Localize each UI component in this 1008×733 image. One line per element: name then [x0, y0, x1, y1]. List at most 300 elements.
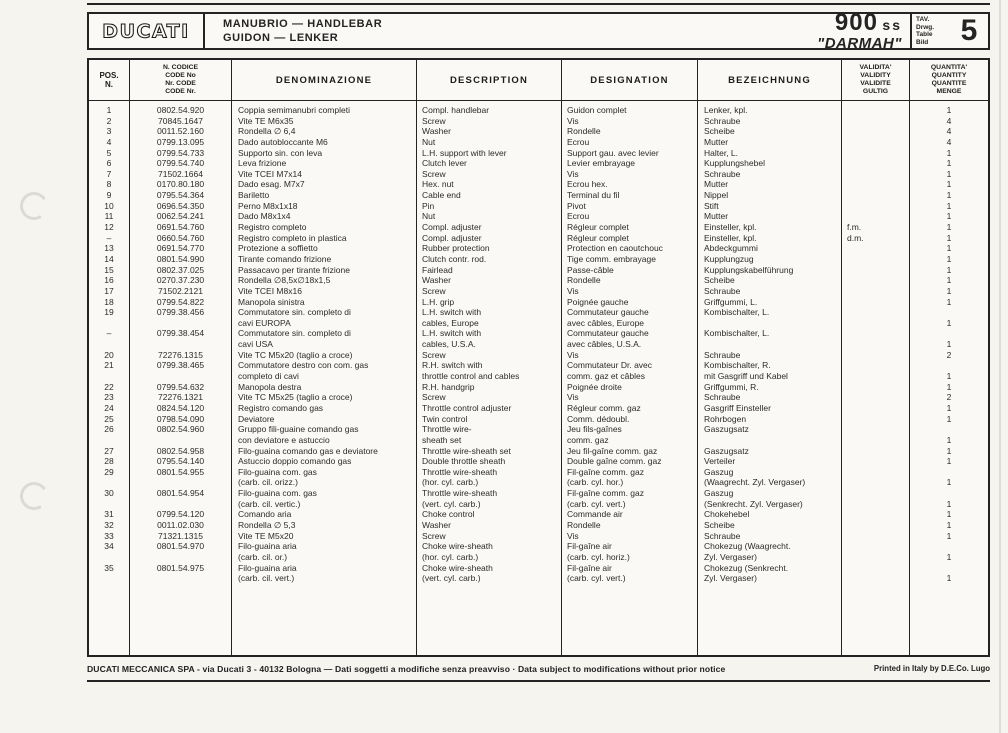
val-cell: [842, 350, 909, 361]
pos-cell: 17: [104, 285, 114, 296]
desc-cell: Clutch contr. rod.: [422, 253, 487, 264]
header-code-line: Nr. CODE: [165, 80, 196, 87]
den-cell: Supporto sin. con leva: [238, 147, 323, 158]
code-cell: 72276.1315: [158, 349, 203, 360]
table-number: 5: [960, 14, 978, 47]
code-cell: 0799.38.465: [156, 360, 205, 371]
desc-cell: (vert. cyl. carb.): [422, 498, 481, 509]
desc-cell: Cable end: [422, 190, 461, 201]
pos-cell: 26: [104, 424, 114, 435]
desig-cell: avec câbles, Europe: [567, 317, 645, 328]
val-cell: [842, 328, 909, 339]
qty-cell: 1: [946, 519, 952, 530]
code-cell: 70845.1647: [158, 115, 203, 126]
code-cell: 0798.54.090: [156, 413, 205, 424]
code-cell: 0802.54.960: [156, 424, 205, 435]
pos-cell: 29: [104, 466, 114, 477]
bez-cell: Schraube: [704, 392, 741, 403]
code-cell: 0801.54.975: [156, 562, 205, 573]
desc-cell: sheath set: [422, 434, 462, 445]
val-cell: [842, 158, 909, 169]
desig-cell: Commutateur gauche: [567, 328, 649, 339]
code-cell: 71502.1664: [158, 168, 203, 179]
code-cell: 0011.52.160: [157, 126, 204, 137]
code-cell: 0691.54.760: [156, 222, 205, 233]
code-cell: 0802.37.025: [156, 264, 205, 275]
header-denominazione: DENOMINAZIONE: [232, 60, 417, 100]
footer-note: DUCATI MECCANICA SPA - via Ducati 3 - 40132 Bologna — Dati soggetti a modifiche senza preavviso · Data subject to modifications without prior notice: [87, 664, 726, 674]
qty-cell: 1: [946, 509, 952, 520]
val-cell: [842, 499, 909, 510]
den-cell: Vite TE M5x20: [238, 530, 294, 541]
desc-cell: (hor. cyl. carb.): [422, 477, 479, 488]
header-validity-line: GULTIG: [862, 88, 889, 95]
bez-cell: (Senkrecht. Zyl. Vergaser): [704, 498, 803, 509]
bez-cell: Kombischalter, R.: [704, 360, 771, 371]
bez-cell: Scheibe: [704, 275, 735, 286]
val-cell: [842, 254, 909, 265]
code-cell: 0795.54.140: [156, 456, 205, 467]
ducati-logo: [89, 14, 205, 48]
den-cell: con deviatore e astuccio: [238, 434, 330, 445]
desig-cell: comm. gaz: [567, 434, 609, 445]
qty-cell: 1: [946, 456, 952, 467]
header-bezeichnung: BEZEICHNUNG: [698, 60, 842, 100]
pos-cell: 2: [106, 115, 112, 126]
pos-cell: 30: [104, 488, 114, 499]
desig-cell: Support gau. avec levier: [567, 147, 659, 158]
den-cell: Tirante comando frizione: [238, 253, 332, 264]
desig-cell: Poignée droite: [567, 381, 622, 392]
bez-cell: Mutter: [704, 179, 729, 190]
desig-cell: (carb. cyl. horiz.): [567, 551, 630, 562]
qty-cell: 1: [946, 264, 952, 275]
desig-cell: (carb. cyl. hor.): [567, 477, 624, 488]
desc-cell: Nut: [422, 136, 436, 147]
desig-cell: Passe-câble: [567, 264, 614, 275]
pos-cell: 8: [106, 179, 112, 190]
desig-cell: Jeu fil-gaîne comm. gaz: [567, 445, 658, 456]
code-cell: 0270.37.230: [156, 275, 205, 286]
code-cell: [130, 499, 231, 510]
qty-cell: 1: [946, 179, 952, 190]
bez-cell: Scheibe: [704, 519, 735, 530]
bez-cell: Schraube: [704, 115, 741, 126]
model-suffix: ss: [882, 17, 902, 33]
pos-cell: 18: [104, 296, 114, 307]
desig-cell: Ecrou: [567, 136, 590, 147]
bez-cell: Lenker, kpl.: [704, 105, 748, 115]
desc-cell: L.H. switch with: [422, 307, 482, 318]
qty-cell: [910, 360, 988, 371]
val-cell: [842, 169, 909, 180]
den-cell: Registro comando gas: [238, 402, 324, 413]
val-cell: [842, 414, 909, 425]
header-pos-line: POS.: [99, 71, 119, 80]
bez-cell: Halter, L.: [704, 147, 739, 158]
val-cell: [842, 211, 909, 222]
header-validity: [842, 60, 910, 100]
den-cell: Vite TCEI M8x16: [238, 285, 302, 296]
qty-cell: 1: [946, 253, 952, 264]
desc-cell: Screw: [422, 530, 446, 541]
val-cell: [842, 179, 909, 190]
qty-cell: 1: [946, 147, 952, 158]
header-pos-line: N.: [105, 80, 113, 89]
den-cell: Coppia semimanubri completi: [238, 105, 350, 115]
den-cell: completo di cavi: [238, 371, 299, 382]
pos-cell: [89, 477, 129, 488]
den-cell: Deviatore: [238, 413, 275, 424]
bez-cell: Kupplungzug: [704, 253, 754, 264]
pos-cell: 31: [104, 509, 114, 520]
den-cell: Dado autobloccante M6: [238, 136, 328, 147]
desc-cell: Clutch lever: [422, 158, 467, 169]
qty-cell: 1: [946, 402, 952, 413]
den-cell: Registro completo in plastica: [238, 232, 347, 243]
pos-cell: 20: [104, 349, 114, 360]
desig-cell: Régleur comm. gaz: [567, 402, 641, 413]
table-header: [89, 60, 988, 101]
den-cell: Commutatore sin. completo di: [238, 328, 351, 339]
den-cell: Gruppo fili-guaine comando gas: [238, 424, 359, 435]
binder-hole-bottom: [17, 479, 50, 512]
desc-cell: Choke wire-sheath: [422, 541, 493, 552]
desig-cell: (carb. cyl. vert.): [567, 573, 626, 584]
den-cell: Rondella ∅8,5x∅18x1,5: [238, 275, 331, 286]
pos-cell: –: [106, 232, 112, 243]
desig-cell: comm. gaz et câbles: [567, 371, 645, 382]
pos-cell: 19: [104, 307, 114, 318]
den-cell: Registro completo: [238, 222, 307, 233]
desig-cell: Poignée gauche: [567, 296, 629, 307]
desc-cell: L.H. support with lever: [422, 147, 507, 158]
den-cell: Dado M8x1x4: [238, 211, 291, 222]
desc-cell: Choke control: [422, 509, 475, 520]
code-cell: [130, 339, 231, 350]
val-cell: [842, 488, 909, 499]
val-cell: [842, 563, 909, 574]
code-cell: 0802.54.920: [156, 105, 205, 115]
bez-cell: Mutter: [704, 211, 729, 222]
code-cell: 0170.80.180: [156, 179, 205, 190]
desc-cell: (vert. cyl. carb.): [422, 573, 481, 584]
page-title: [205, 17, 382, 45]
qty-cell: 2: [946, 349, 952, 360]
bez-cell: Chokezug (Senkrecht.: [704, 562, 789, 573]
val-cell: [842, 435, 909, 446]
bez-cell: Chokezug (Waagrecht.: [704, 541, 791, 552]
bez-cell: Einsteller, kpl.: [704, 232, 757, 243]
desig-cell: Rondelle: [567, 275, 601, 286]
den-cell: Vite TC M5x25 (taglio a croce): [238, 392, 353, 403]
desc-cell: cables, U.S.A.: [422, 339, 476, 350]
header-code-line: CODE Nr.: [165, 88, 196, 95]
bez-cell: Schraube: [704, 285, 741, 296]
den-cell: Filo-guaina comando gas e deviatore: [238, 445, 378, 456]
qty-cell: 1: [946, 275, 952, 286]
val-cell: [842, 371, 909, 382]
code-cell: 0801.54.954: [156, 488, 205, 499]
header-code-line: CODE No: [165, 72, 196, 79]
den-cell: Passacavo per tirante frizione: [238, 264, 350, 275]
den-cell: Commutatore sin. completo di: [238, 307, 351, 318]
desc-cell: throttle control and cables: [422, 371, 520, 382]
header-code-line: N. CODICE: [162, 64, 199, 71]
desc-cell: Throttle wire-sheath: [422, 466, 498, 477]
binder-hole-top: [17, 189, 50, 222]
desig-cell: Tige comm. embrayage: [567, 253, 656, 264]
qty-cell: 1: [946, 168, 952, 179]
den-cell: Bariletto: [238, 190, 270, 201]
pos-cell: 28: [104, 456, 114, 467]
bez-cell: Gaszug: [704, 466, 734, 477]
code-cell: 72276.1321: [158, 392, 203, 403]
model-name: [817, 11, 910, 51]
bez-cell: Chokehebel: [704, 509, 750, 520]
code-cell: [130, 435, 231, 446]
val-cell: [842, 126, 909, 137]
desc-cell: R.H. switch with: [422, 360, 483, 371]
val-cell: [842, 243, 909, 254]
pos-cell: 13: [104, 243, 114, 254]
den-cell: Vite TE M6x35: [238, 115, 294, 126]
column-den: [232, 101, 417, 655]
pos-cell: 14: [104, 253, 114, 264]
pos-cell: 24: [104, 402, 114, 413]
bez-cell: Scheibe: [704, 126, 735, 137]
header-quantity-line: QUANTITA': [930, 64, 968, 71]
desc-cell: Twin control: [422, 413, 468, 424]
qty-cell: [910, 563, 988, 574]
page-title-line1: MANUBRIO — HANDLEBAR: [223, 18, 383, 30]
bottom-rule: [87, 680, 990, 682]
pos-cell: [89, 339, 129, 350]
desig-cell: Levier embrayage: [567, 158, 636, 169]
den-cell: Comando aria: [238, 509, 292, 520]
qty-cell: [910, 424, 988, 435]
qty-cell: 1: [946, 200, 952, 211]
desc-cell: Throttle wire-: [422, 424, 472, 435]
val-cell: [842, 424, 909, 435]
model-variant: "DARMAH": [817, 35, 902, 52]
den-cell: Filo-guaina aria: [238, 541, 297, 552]
column-code: [130, 101, 232, 655]
bez-cell: Kombischalter, L.: [704, 328, 770, 339]
bez-cell: Kupplungskabelführung: [704, 264, 794, 275]
desig-cell: Vis: [567, 285, 579, 296]
pos-cell: 6: [106, 158, 112, 169]
bez-cell: Verteiler: [704, 456, 736, 467]
desig-cell: Fil-gaîne air: [567, 541, 612, 552]
desig-cell: Ecrou hex.: [567, 179, 608, 190]
column-val: [842, 101, 910, 655]
bez-cell: Gaszugsatz: [704, 445, 749, 456]
desc-cell: Nut: [422, 211, 436, 222]
bez-cell: Zyl. Vergaser): [704, 551, 757, 562]
val-cell: [842, 297, 909, 308]
pos-cell: 4: [106, 136, 112, 147]
qty-cell: 1: [946, 339, 952, 350]
val-cell: [842, 307, 909, 318]
pos-cell: 23: [104, 392, 114, 403]
val-cell: [842, 339, 909, 350]
bez-cell: Gaszug: [704, 488, 734, 499]
desc-cell: L.H. switch with: [422, 328, 482, 339]
desc-cell: Rubber protection: [422, 243, 490, 254]
desc-cell: Compl. adjuster: [422, 232, 482, 243]
pos-cell: 25: [104, 413, 114, 424]
code-cell: 71321.1315: [158, 530, 203, 541]
footer: [87, 664, 990, 674]
desc-cell: cables, Europe: [422, 317, 479, 328]
den-cell: (carb. cil. orizz.): [238, 477, 298, 488]
desig-cell: Vis: [567, 349, 579, 360]
bez-cell: Stift: [704, 200, 719, 211]
desig-cell: Vis: [567, 168, 579, 179]
bez-cell: Gasgriff Einsteller: [704, 402, 771, 413]
tav-label-it: TAV.: [916, 16, 930, 23]
val-cell: [842, 382, 909, 393]
desc-cell: (hor. cyl. carb.): [422, 551, 479, 562]
desc-cell: Screw: [422, 285, 446, 296]
code-cell: 0799.54.632: [156, 381, 205, 392]
desig-cell: Guidon complet: [567, 105, 627, 115]
pos-cell: [89, 371, 129, 382]
bez-cell: Gaszugsatz: [704, 424, 749, 435]
qty-cell: 1: [946, 381, 952, 392]
code-cell: 0795.54.364: [156, 190, 205, 201]
column-qty: [910, 101, 988, 655]
val-cell: [842, 456, 909, 467]
den-cell: Vite TC M5x20 (taglio a croce): [238, 349, 353, 360]
code-cell: [130, 318, 231, 329]
desig-cell: Pivot: [567, 200, 586, 211]
den-cell: Filo-guaina com. gas: [238, 488, 317, 499]
pos-cell: 7: [106, 168, 112, 179]
val-cell: [842, 509, 909, 520]
val-cell: [842, 573, 909, 584]
val-cell: [842, 477, 909, 488]
val-cell: [842, 446, 909, 457]
val-cell: [842, 105, 909, 116]
desig-cell: Comm. dédoubl.: [567, 413, 630, 424]
header-pos: [89, 60, 130, 100]
code-cell: 0799.54.740: [156, 158, 205, 169]
pos-cell: 16: [104, 275, 114, 286]
val-cell: [842, 318, 909, 329]
desig-cell: Rondelle: [567, 126, 601, 137]
desig-cell: Jeu fils-gaînes: [567, 424, 622, 435]
code-cell: 0799.54.822: [156, 296, 205, 307]
bez-cell: Rohrbogen: [704, 413, 747, 424]
den-cell: Manopola sinistra: [238, 296, 305, 307]
bez-cell: [698, 435, 841, 446]
table-body: [89, 101, 988, 655]
pos-cell: 22: [104, 381, 114, 392]
pos-cell: –: [106, 328, 112, 339]
desig-cell: Protection en caoutchouc: [567, 243, 663, 254]
header-quantity-line: QUANTITE: [931, 80, 967, 87]
desig-cell: Rondelle: [567, 519, 601, 530]
den-cell: Filo-guaina aria: [238, 562, 297, 573]
desc-cell: Washer: [422, 519, 451, 530]
val-cell: [842, 541, 909, 552]
qty-cell: 4: [946, 126, 952, 137]
desc-cell: Throttle wire-sheath set: [422, 445, 511, 456]
pos-cell: [89, 499, 129, 510]
qty-cell: 2: [946, 392, 952, 403]
den-cell: cavi EUROPA: [238, 317, 291, 328]
header-quantity-line: MENGE: [936, 88, 962, 95]
qty-cell: 1: [946, 243, 952, 254]
den-cell: Vite TCEI M7x14: [238, 168, 302, 179]
desig-cell: Commande air: [567, 509, 623, 520]
code-cell: 0801.54.990: [156, 253, 205, 264]
pos-cell: 34: [104, 541, 114, 552]
header-designation: DESIGNATION: [562, 60, 698, 100]
desc-cell: Compl. handlebar: [422, 105, 490, 115]
pos-cell: 3: [106, 126, 112, 137]
qty-cell: 1: [946, 296, 952, 307]
val-cell: [842, 392, 909, 403]
qty-cell: 1: [946, 105, 952, 115]
desig-cell: Ecrou: [567, 211, 590, 222]
desc-cell: Screw: [422, 392, 446, 403]
desc-cell: Double throttle sheath: [422, 456, 506, 467]
code-cell: 0824.54.120: [156, 402, 205, 413]
code-cell: 0660.54.760: [156, 232, 205, 243]
ducati-logo-text: DUCATI: [102, 20, 190, 43]
bez-cell: Schraube: [704, 168, 741, 179]
header-description: DESCRIPTION: [417, 60, 562, 100]
header-quantity: [910, 60, 988, 100]
val-cell: [842, 552, 909, 563]
desc-cell: Throttle control adjuster: [422, 402, 512, 413]
qty-cell: 1: [946, 371, 952, 382]
parts-table: [87, 58, 990, 657]
desc-cell: Washer: [422, 126, 451, 137]
printer-note: Printed in Italy by D.E.Co. Lugo: [873, 664, 990, 673]
header-quantity-line: QUANTITY: [931, 72, 967, 79]
bez-cell: (Waagrecht. Zyl. Vergaser): [704, 477, 806, 488]
desig-cell: Fil-gaîne comm. gaz: [567, 466, 644, 477]
val-cell: f.m.: [847, 222, 862, 233]
bez-cell: Kupplungshebel: [704, 158, 765, 169]
desig-cell: Commutateur gauche: [567, 307, 649, 318]
desc-cell: Screw: [422, 115, 446, 126]
pos-cell: [89, 552, 129, 563]
val-cell: [842, 265, 909, 276]
val-cell: d.m.: [847, 232, 864, 243]
desig-cell: Vis: [567, 392, 579, 403]
den-cell: cavi USA: [238, 339, 273, 350]
bez-cell: Schraube: [704, 530, 741, 541]
header-code: [130, 60, 232, 100]
tav-box: [910, 14, 988, 48]
bez-cell: Zyl. Vergaser): [704, 573, 757, 584]
pos-cell: 35: [104, 562, 114, 573]
code-cell: [130, 552, 231, 563]
pos-cell: 9: [106, 190, 112, 201]
den-cell: Filo-guaina com. gas: [238, 466, 317, 477]
qty-cell: [910, 488, 988, 499]
code-cell: 0799.13.095: [156, 136, 205, 147]
scan-edge-shadow: [999, 0, 1001, 733]
den-cell: (carb. cil. vertic.): [238, 498, 301, 509]
desc-cell: L.H. grip: [422, 296, 455, 307]
header-validity-line: VALIDITA': [859, 64, 892, 71]
